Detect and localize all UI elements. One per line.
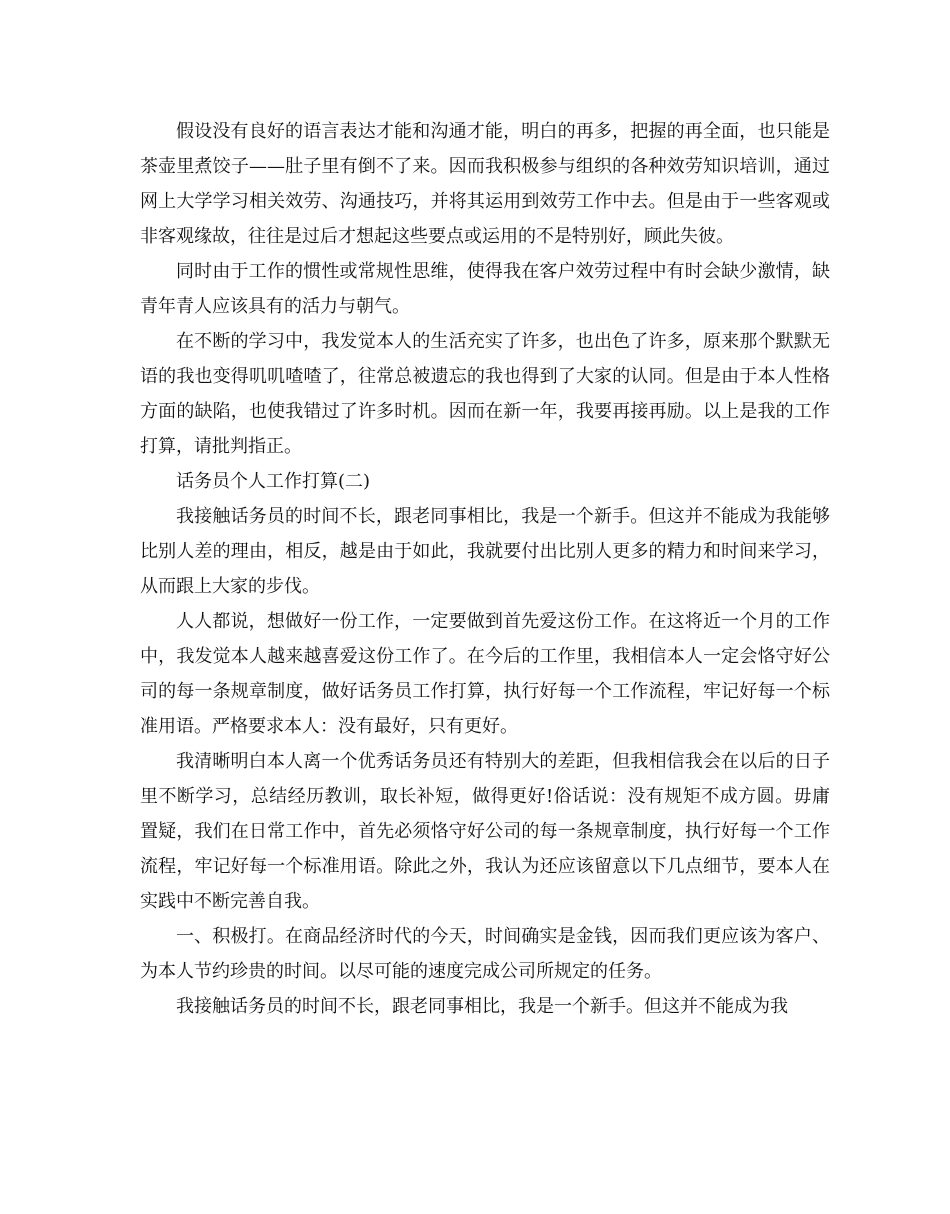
section-heading: 话务员个人工作打算(二) (176, 471, 371, 492)
paragraph-8: 我接触话务员的时间不长，跟老同事相比，我是一个新手。但这并不能成为我 (176, 996, 788, 1017)
document-body (140, 114, 830, 1024)
paragraph-7: 一、积极打。在商品经济时代的今天，时间确实是金钱，因而我们更应该为客户、为本人节约珍贵的时间。以尽可能的速度完成公司所规定的任务。 (140, 926, 830, 982)
paragraph-6: 我清晰明白本人离一个优秀话务员还有特别大的差距，但我相信我会在以后的日子里不断学习，总结经历教训，取长补短，做得更好!俗话说：没有规矩不成方圆。毋庸置疑，我们在日常工作中，首先必须恪守好公司的每一条规章制度，执行好每一个工作流程，牢记好每一个标准用语。除此之外，我认为还应该留意以下几点细节，要本人在实践中不断完善自我。 (140, 751, 830, 912)
paragraph-3: 在不断的学习中，我发觉本人的生活充实了许多，也出色了许多，原来那个默默无语的我也变得叽叽喳喳了，往常总被遗忘的我也得到了大家的认同。但是由于本人性格方面的缺陷，也使我错过了许多时机。因而在新一年，我要再接再励。以上是我的工作打算，请批判指正。 (140, 331, 830, 457)
paragraph-4: 我接触话务员的时间不长，跟老同事相比，我是一个新手。但这并不能成为我能够比别人差的理由，相反，越是由于如此，我就要付出比别人更多的精力和时间来学习，从而跟上大家的步伐。 (140, 506, 830, 597)
paragraph-5: 人人都说，想做好一份工作，一定要做到首先爱这份工作。在这将近一个月的工作中，我发觉本人越来越喜爱这份工作了。在今后的工作里，我相信本人一定会恪守好公司的每一条规章制度，做好话务员工作打算，执行好每一个工作流程，牢记好每一个标准用语。严格要求本人：没有最好，只有更好。 (140, 611, 830, 737)
paragraph-1: 假设没有良好的语言表达才能和沟通才能，明白的再多，把握的再全面，也只能是茶壶里煮饺子——肚子里有倒不了来。因而我积极参与组织的各种效劳知识培训，通过网上大学学习相关效劳、沟通技巧，并将其运用到效劳工作中去。但是由于一些客观或非客观缘故，往往是过后才想起这些要点或运用的不是特别好，顾此失彼。 (140, 121, 830, 247)
paragraph-2: 同时由于工作的惯性或常规性思维，使得我在客户效劳过程中有时会缺少激情，缺青年青人应该具有的活力与朝气。 (140, 261, 830, 317)
